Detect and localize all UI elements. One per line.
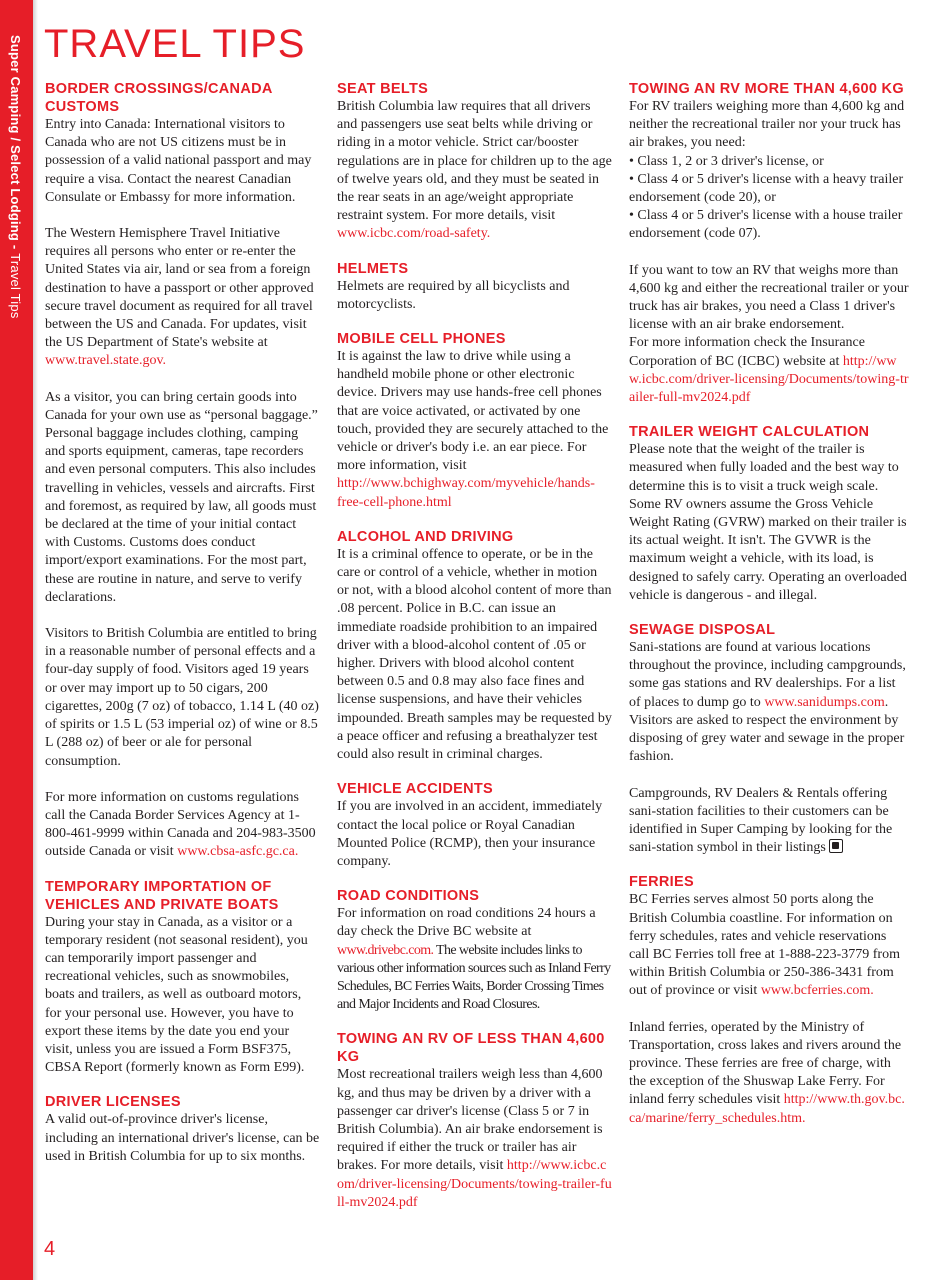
heading-temporary-importation: TEMPORARY IMPORTATION OF VEHICLES AND PRIVATE BOATS	[45, 878, 279, 913]
border-paragraph-5-text: For more information on customs regulations call the Canada Border Services Agency at 1-800-461-9999 within Canada and 204-983-3500 outside Canada or visit	[45, 789, 316, 860]
road-paragraph-condensed	[337, 943, 611, 1013]
heading-trailer-weight: TRAILER WEIGHT CALCULATION	[629, 424, 870, 441]
section-sewage-disposal	[629, 621, 909, 857]
licenses-paragraph-1: A valid out-of-province driver's license, including an international driver's license, can be used in British Columbia for up to six months.	[45, 1112, 320, 1164]
road-paragraph-text: For information on road conditions 24 hours a day check the Drive BC website at	[337, 906, 596, 940]
section-ferries	[629, 873, 909, 1127]
section-driver-licenses	[45, 1093, 320, 1166]
list-item: • Class 4 or 5 driver's license with a heavy trailer endorsement (code 20), or	[629, 171, 904, 206]
section-seat-belts	[337, 80, 612, 244]
list-item: • Class 4 or 5 driver's license with a house trailer endorsement (code 07).	[629, 208, 903, 242]
page-number: 4	[44, 1238, 56, 1260]
side-strip-shadow	[33, 0, 38, 1280]
heading-mobile-cell-phones: MOBILE CELL PHONES	[337, 331, 506, 348]
heading-driver-licenses: DRIVER LICENSES	[45, 1094, 181, 1111]
sewage-paragraph-1-rest: . Visitors are asked to respect the environment by disposing of grey water and sewage in the proper fashion.	[629, 694, 905, 765]
side-strip	[0, 0, 33, 1280]
towing-more-paragraph-2: If you want to tow an RV that weighs more than 4,600 kg and either the recreational trailer or your truck has air brakes, you need a Class 1 driver's license with an air brake endorsement.	[629, 262, 909, 333]
heading-towing-less: TOWING AN RV OF LESS THAN 4,600 KG	[337, 1031, 605, 1066]
towing-less-paragraph-text: Most recreational trailers weigh less than 4,600 kg, and thus may be driven by a driver with a passenger car driver's license (Class 5 or 7 in British Columbia). An air brake endorsement is required if either the truck or trailer has air brakes. For more details, visit	[337, 1067, 603, 1174]
border-paragraph-5	[45, 789, 320, 862]
column-3	[629, 80, 909, 1128]
bcferries-link[interactable]: www.bcferries.com.	[760, 983, 874, 999]
travel-state-link[interactable]: www.travel.state.gov.	[45, 353, 167, 369]
sewage-paragraph-2-text: Campgrounds, RV Dealers & Rentals offering sani-station facilities to their customers can be identified in Super Camping by looking for the sani-station symbol in their listings	[629, 785, 893, 856]
ferries-paragraph-2-text: Inland ferries, operated by the Ministry of Transportation, cross lakes and rivers around the province. These ferries are free of charge, with the exception of the Shuswap Lake Ferry. For inland ferry schedules visit	[629, 1019, 902, 1108]
accidents-paragraph-1: If you are involved in an accident, immediately contact the local police or Royal Canadian Mounted Police (RCMP), then your insurance company.	[337, 799, 603, 869]
column-1	[45, 80, 320, 1166]
heading-seat-belts: SEAT BELTS	[337, 81, 429, 97]
towing-less-paragraph-1	[337, 1066, 612, 1212]
side-strip-label	[8, 35, 23, 319]
strip-separator: -	[8, 241, 23, 254]
section-vehicle-accidents	[337, 780, 612, 871]
cbsa-link[interactable]: www.cbsa-asfc.gc.ca.	[177, 844, 299, 860]
icbc-towing-link-1[interactable]: http://www.icbc.com/driver-licensing/Documents/towing-trailer-full-mv2024.pdf	[337, 1158, 612, 1210]
icbc-road-safety-link[interactable]: www.icbc.com/road-safety.	[337, 226, 491, 242]
section-temporary-importation	[45, 878, 320, 1078]
temporary-paragraph-1: During your stay in Canada, as a visitor or a temporary resident (not seasonal resident), you can temporarily import passenger and recreational vehicles, such as snowmobiles, boats and trailers, as well as outboard motors, for your personal use. However, you have to export these items by the date you end your visit, unless you are issued a Form BSF375, CBSA Report (formerly known as Form E99).	[45, 914, 308, 1076]
column-2	[337, 80, 612, 1212]
mobile-paragraph-1	[337, 348, 612, 512]
towing-more-paragraph-3-text: For more information check the Insurance Corporation of BC (ICBC) website at	[629, 335, 865, 369]
border-paragraph-4: Visitors to British Columbia are entitled to bring in a reasonable number of personal effects and a four-day supply of food. Visitors aged 19 years or over may import up to 50 cigars, 200 cigarettes, 200g (7 oz) of tobacco, 1.14 L (40 oz) of spirits or 1.5 L (53 imperial oz) of wine or 8.5 L (288 oz) of beer or ale for personal consumption.	[45, 626, 319, 769]
trailer-weight-paragraph-1: Please note that the weight of the trailer is measured when fully loaded and the best way to determine this is to visit a truck weigh scale. Some RV owners assume the Gross Vehicle Weight Rating (GVRW) marked on their trailer is its actual weight. It isn't. The GVWR is the maximum weight a vehicle, with its load, is designed to safely carry. Operating an overloaded vehicle is dangerous - and illegal.	[629, 442, 907, 603]
ferries-paragraph-1-text: BC Ferries serves almost 50 ports along the British Columbia coastline. For information on ferry schedules, rates and vehicle reservations call BC Ferries toll free at 1-888-223-3779 from within British Columbia or 250-386-3431 from out of province or visit	[629, 892, 900, 999]
towing-more-requirements	[629, 153, 909, 244]
road-paragraph-1	[337, 905, 612, 1014]
border-paragraph-2-text: The Western Hemisphere Travel Initiative requires all persons who enter or re-enter the United States via air, land or sea from a foreign destination to have a passport or other approved secure travel document as required for all travel between the US and Canada. For updates, visit the US Department of State's website at	[45, 226, 314, 351]
heading-road-conditions: ROAD CONDITIONS	[337, 888, 480, 905]
heading-ferries: FERRIES	[629, 874, 694, 891]
border-paragraph-1: Entry into Canada: International visitors to Canada who are not US citizens must be in possession of a valid national passport and may require a visa. Contact the nearest Canadian Consulate or Embassy for more information.	[45, 117, 312, 205]
heading-vehicle-accidents: VEHICLE ACCIDENTS	[337, 781, 494, 798]
road-paragraph-rest: The website includes links to various other information sources such as Inland Ferry Schedules, BC Ferries Waits, Border Crossing Times and Major Incidents and Road Closures.	[337, 942, 611, 1013]
heading-alcohol-driving: ALCOHOL AND DRIVING	[337, 528, 514, 545]
publication-name: Super Camping / Select Lodging	[8, 35, 23, 242]
page-title: TRAVEL TIPS	[44, 22, 306, 66]
section-helmets	[337, 260, 612, 314]
section-mobile-cell-phones	[337, 330, 612, 512]
sani-station-icon	[829, 839, 843, 853]
sewage-paragraph-1	[629, 639, 909, 766]
mobile-paragraph-text: It is against the law to drive while using a handheld mobile phone or other electronic device. Drivers may use hands-free cell phones that are voice activated, or activated by one touch, provided they are securely attached to the vehicle or driver's body i.e. an ear piece. For more information, visit	[337, 349, 609, 474]
sanidumps-link[interactable]: www.sanidumps.com	[764, 694, 885, 710]
section-road-conditions	[337, 887, 612, 1014]
seatbelts-paragraph-1	[337, 98, 612, 244]
list-item: • Class 1, 2 or 3 driver's license, or	[629, 153, 824, 169]
inland-ferry-link[interactable]: http://www.th.gov.bc.ca/marine/ferry_schedules.htm.	[629, 1092, 905, 1126]
sewage-paragraph-1-text: Sani-stations are found at various locations throughout the province, including campgrounds, some gas stations and RV dealerships. For a list of places to dump go to	[629, 640, 906, 710]
heading-sewage-disposal: SEWAGE DISPOSAL	[629, 622, 776, 639]
sewage-paragraph-2	[629, 785, 909, 858]
heading-helmets: HELMETS	[337, 260, 409, 277]
seatbelts-paragraph-text: British Columbia law requires that all drivers and passengers use seat belts while driving or riding in a motor vehicle. Strict car/booster regulations are in place for children up to the age of twelve years old, and they must be seated in the rear seats in an age/weight appropriate restraint system. For more details, visit	[337, 99, 612, 224]
section-name: Travel Tips	[8, 253, 23, 319]
ferries-paragraph-1	[629, 891, 909, 1000]
icbc-towing-link-2[interactable]: http://www.icbc.com/driver-licensing/Documents/towing-trailer-full-mv2024.pdf	[629, 353, 909, 406]
section-trailer-weight	[629, 423, 909, 605]
towing-more-paragraph-3	[629, 334, 909, 407]
border-paragraph-2	[45, 225, 320, 371]
ferries-paragraph-2	[629, 1019, 909, 1128]
border-paragraph-3: As a visitor, you can bring certain goods into Canada for your own use as “personal baggage.” Personal baggage includes clothing, camping and sports equipment, cameras, tape recorders and even personal computers. This also includes travelling in vehicles, vessels and aircrafts. First and foremost, as required by law, all goods must be declared at the time of your initial contact with Customs. Customs does conduct import/export examinations. For the most part, these are routine in nature, and serve to verify declarations.	[45, 389, 318, 605]
towing-more-intro: For RV trailers weighing more than 4,600 kg and neither the recreational trailer nor your truck has air brakes, you need:	[629, 99, 905, 151]
section-border-crossings	[45, 80, 320, 862]
alcohol-paragraph-1: It is a criminal offence to operate, or be in the care or control of a vehicle, whether in motion or not, with a blood alcohol content of more than .08 percent. Police in B.C. can issue an immediate roadside prohibition to an impaired driver with a blood-alcohol content of .05 or higher. Drivers with blood alcohol content between 0.5 and 0.8 may also face fines and license suspensions, and have their vehicles impounded. Breath samples may be requested by a peace officer and refusing a breathalyzer test could also result in criminal charges.	[337, 546, 612, 763]
section-towing-more	[629, 80, 909, 407]
section-towing-less	[337, 1030, 612, 1212]
drivebc-link[interactable]: www.drivebc.com.	[337, 942, 434, 958]
heading-border-crossings: BORDER CROSSINGS/CANADA CUSTOMS	[45, 81, 273, 115]
heading-towing-more: TOWING AN RV MORE THAN 4,600 KG	[629, 81, 904, 97]
section-alcohol-driving	[337, 528, 612, 764]
helmets-paragraph-1: Helmets are required by all bicyclists and motorcyclists.	[337, 278, 570, 312]
bchighway-link[interactable]: http://www.bchighway.com/myvehicle/hands-free-cell-phone.html	[337, 476, 595, 510]
